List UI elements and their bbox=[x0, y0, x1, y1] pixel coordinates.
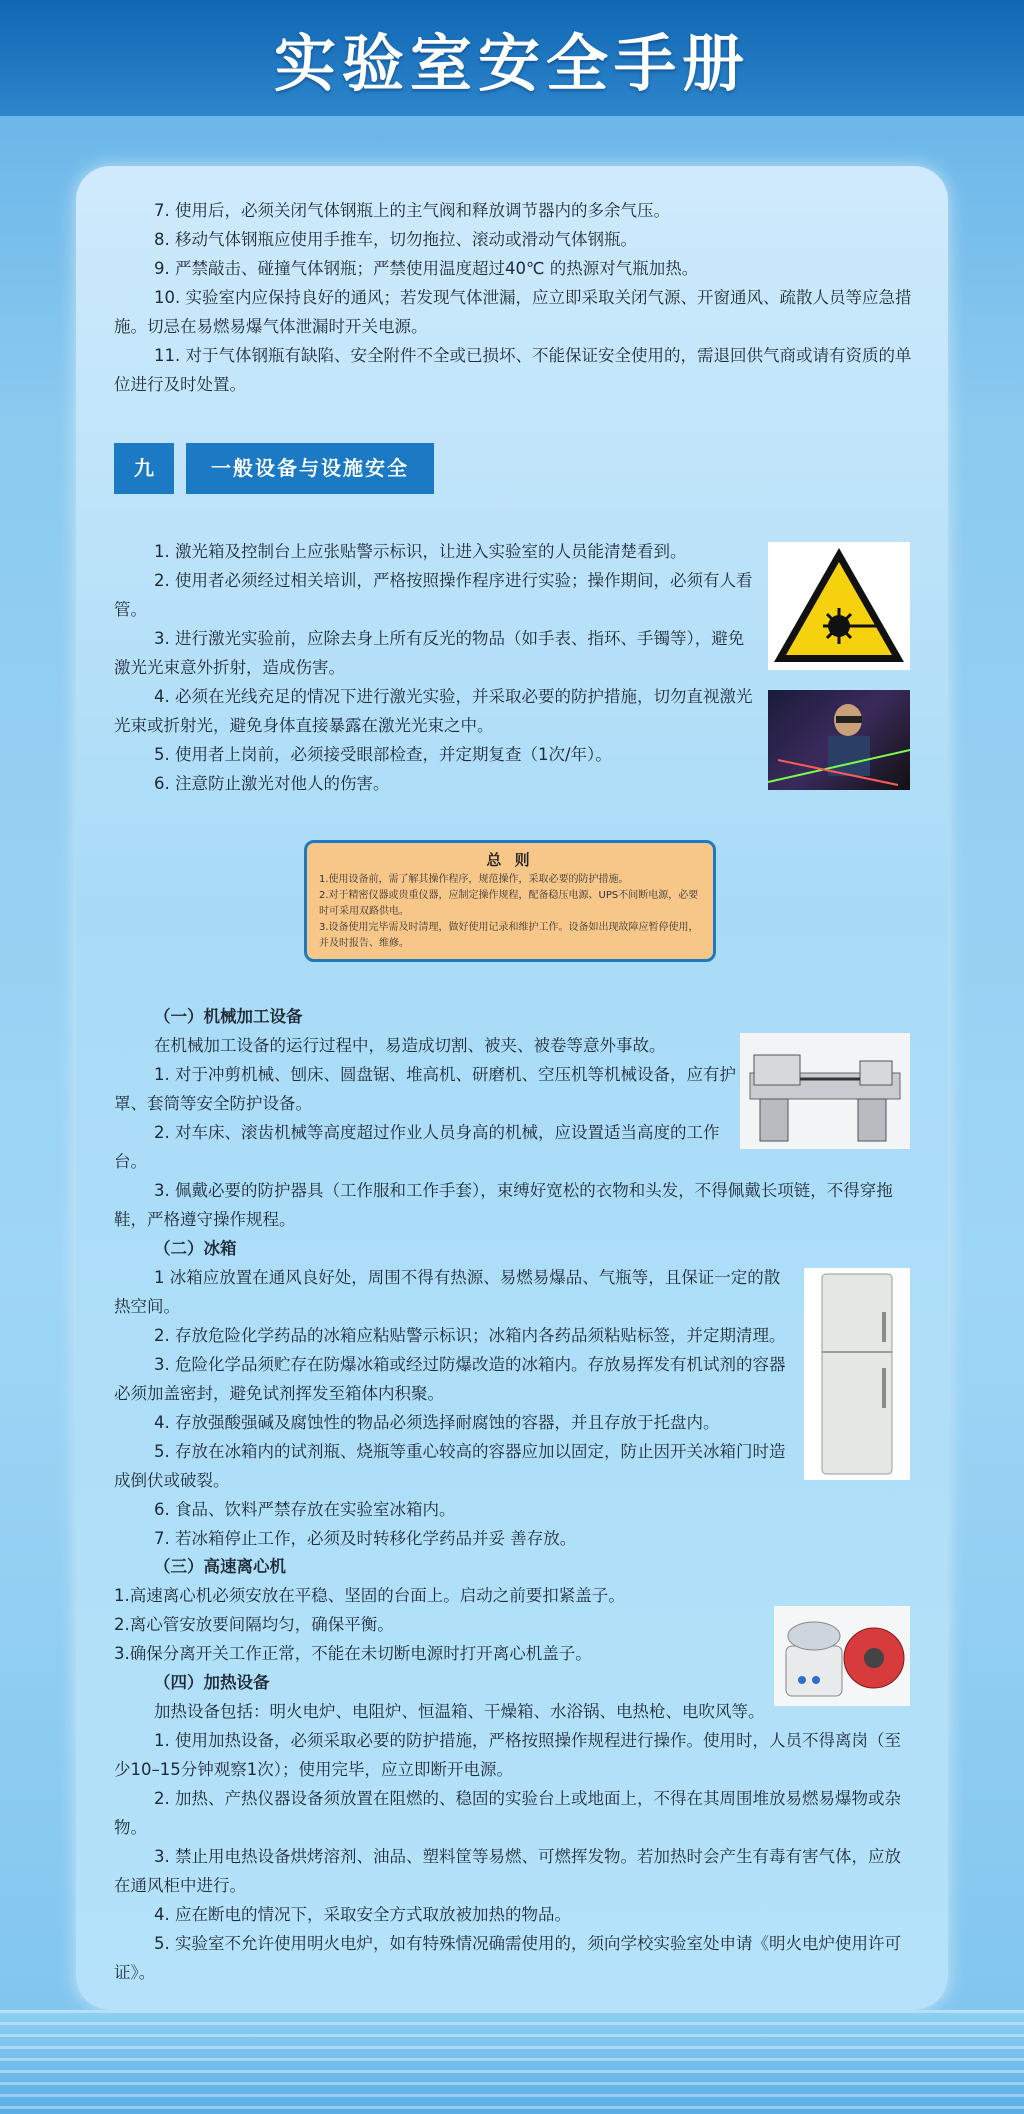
footer-stripes bbox=[0, 2010, 1024, 2114]
lathe-illustration-icon bbox=[740, 1033, 910, 1149]
machining-rule-1: 1. 对于冲剪机械、刨床、圆盘锯、堆高机、研磨机、空压机等机械设备，应有护罩、套筒等安全防护设备。 bbox=[114, 1065, 736, 1113]
fridge-rule-5: 5. 存放在冰箱内的试剂瓶、烧瓶等重心较高的容器应加以固定，防止因开关冰箱门时造成倒伏或破裂。 bbox=[114, 1442, 786, 1490]
laser-rule-5: 5. 使用者上岗前，必须接受眼部检查，并定期复查（1次/年）。 bbox=[154, 745, 612, 764]
machining-rule-2: 2. 对车床、滚齿机械等高度超过作业人员身高的机械，应设置适当高度的工作台。 bbox=[114, 1123, 720, 1171]
laser-lab-photo bbox=[768, 690, 910, 790]
summary-box bbox=[304, 840, 716, 962]
centrifuge-rule-3: 3.确保分离开关工作正常，不能在未切断电源时打开离心机盖子。 bbox=[114, 1644, 592, 1663]
summary-rule-1: 1.使用设备前，需了解其操作程序，规范操作，采取必要的防护措施。 bbox=[319, 874, 629, 885]
heating-intro: 加热设备包括：明火电炉、电阻炉、恒温箱、干燥箱、水浴锅、电热枪、电吹风等。 bbox=[154, 1702, 765, 1721]
heating-rule-3: 3. 禁止用电热设备烘烤溶剂、油品、塑料筐等易燃、可燃挥发物。若加热时会产生有毒有害气体，应放在通风柜中进行。 bbox=[114, 1847, 901, 1895]
laser-rule-3: 3. 进行激光实验前，应除去身上所有反光的物品（如手表、指环、手镯等），避免激光光束意外折射，造成伤害。 bbox=[114, 629, 745, 677]
centrifuge-heading: （三）高速离心机 bbox=[154, 1557, 286, 1576]
fridge-rule-3: 3. 危险化学品须贮存在防爆冰箱或经过防爆改造的冰箱内。存放易挥发有机试剂的容器必须加盖密封，避免试剂挥发至箱体内积聚。 bbox=[114, 1355, 786, 1403]
centrifuge-rule-1: 1.高速离心机必须安放在平稳、坚固的台面上。启动之前要扣紧盖子。 bbox=[114, 1586, 625, 1605]
machining-heading: （一）机械加工设备 bbox=[154, 1007, 303, 1026]
heating-rule-5: 5. 实验室不允许使用明火电炉，如有特殊情况确需使用的，须向学校实验室处申请《明火电炉使用许可证》。 bbox=[114, 1934, 901, 1982]
heating-rule-4: 4. 应在断电的情况下，采取安全方式取放被加热的物品。 bbox=[154, 1905, 571, 1924]
fridge-rule-4: 4. 存放强酸强碱及腐蚀性的物品必须选择耐腐蚀的容器，并且存放于托盘内。 bbox=[154, 1413, 720, 1432]
gas-rule-10: 10. 实验室内应保持良好的通风；若发现气体泄漏，应立即采取关闭气源、开窗通风、疏散人员等应急措施。切忌在易燃易爆气体泄漏时开关电源。 bbox=[114, 288, 912, 336]
laser-warning-sign-image bbox=[768, 542, 910, 670]
lathe-machine-photo bbox=[740, 1033, 910, 1149]
fridge-section bbox=[114, 1234, 794, 1553]
fridge-rule-6: 6. 食品、饮料严禁存放在实验室冰箱内。 bbox=[154, 1500, 456, 1519]
gas-rule-8: 8. 移动气体钢瓶应使用手推车，切勿拖拉、滚动或滑动气体钢瓶。 bbox=[154, 230, 637, 249]
laser-rule-2: 2. 使用者必须经过相关培训，严格按照操作程序进行实验；操作期间，必须有人看管。 bbox=[114, 571, 753, 619]
heating-section bbox=[114, 1668, 914, 1987]
section-number: 九 bbox=[114, 443, 174, 494]
summary-title: 总 则 bbox=[486, 851, 534, 869]
laser-warning-icon bbox=[768, 542, 910, 670]
laser-rule-4: 4. 必须在光线充足的情况下进行激光实验，并采取必要的防护措施，切勿直视激光光束或折射光，避免身体直接暴露在激光光束之中。 bbox=[114, 687, 753, 735]
summary-rule-3: 3.设备使用完毕需及时清理，做好使用记录和维护工作。设备如出现故障应暂停使用，并及时报告、维修。 bbox=[319, 922, 699, 949]
heating-heading: （四）加热设备 bbox=[154, 1673, 270, 1692]
refrigerator-icon bbox=[804, 1268, 910, 1480]
machining-section-cont bbox=[114, 1176, 914, 1234]
machining-intro: 在机械加工设备的运行过程中，易造成切割、被夹、被卷等意外事故。 bbox=[154, 1036, 666, 1055]
fridge-rule-1: 1 冰箱应放置在通风良好处，周围不得有热源、易燃易爆品、气瓶等，且保证一定的散热空间。 bbox=[114, 1268, 781, 1316]
page-title: 实验室安全手册 bbox=[273, 27, 750, 100]
laser-rule-6: 6. 注意防止激光对他人的伤害。 bbox=[154, 774, 390, 793]
machining-section bbox=[114, 1002, 744, 1176]
summary-rule-2: 2.对于精密仪器或贵重仪器，应制定操作规程，配备稳压电源、UPS不间断电源，必要时可采用双路供电。 bbox=[319, 890, 699, 917]
laser-rules bbox=[114, 537, 754, 798]
fridge-rule-2: 2. 存放危险化学药品的冰箱应粘贴警示标识；冰箱内各药品须粘贴标签，并定期清理。 bbox=[154, 1326, 786, 1345]
gas-rule-9: 9. 严禁敲击、碰撞气体钢瓶；严禁使用温度超过40℃ 的热源对气瓶加热。 bbox=[154, 259, 699, 278]
gas-rule-7: 7. 使用后，必须关闭气体钢瓶上的主气阀和释放调节器内的多余气压。 bbox=[154, 201, 670, 220]
heating-rule-2: 2. 加热、产热仪器设备须放置在阻燃的、稳固的实验台上或地面上，不得在其周围堆放易燃易爆物或杂物。 bbox=[114, 1789, 901, 1837]
section-title: 一般设备与设施安全 bbox=[186, 443, 434, 494]
centrifuge-section bbox=[114, 1552, 754, 1668]
laser-lab-illustration-icon bbox=[768, 690, 910, 790]
centrifuge-rule-2: 2.离心管安放要间隔均匀，确保平衡。 bbox=[114, 1615, 394, 1634]
header-banner bbox=[0, 0, 1024, 116]
gas-rule-11: 11. 对于气体钢瓶有缺陷、安全附件不全或已损坏、不能保证安全使用的，需退回供气商或请有资质的单位进行及时处置。 bbox=[114, 346, 912, 394]
gas-cylinder-rules bbox=[114, 196, 914, 399]
refrigerator-photo bbox=[804, 1268, 910, 1480]
fridge-heading: （二）冰箱 bbox=[154, 1239, 237, 1258]
laser-rule-1: 1. 激光箱及控制台上应张贴警示标识，让进入实验室的人员能清楚看到。 bbox=[154, 542, 687, 561]
fridge-rule-7: 7. 若冰箱停止工作，必须及时转移化学药品并妥 善存放。 bbox=[154, 1529, 577, 1548]
machining-rule-3: 3. 佩戴必要的防护器具（工作服和工作手套），束缚好宽松的衣物和头发，不得佩戴长项链，不得穿拖鞋，严格遵守操作规程。 bbox=[114, 1181, 893, 1229]
heating-rule-1: 1. 使用加热设备，必须采取必要的防护措施，严格按照操作规程进行操作。使用时，人员不得离岗（至少10–15分钟观察1次）；使用完毕，应立即断开电源。 bbox=[114, 1731, 901, 1779]
